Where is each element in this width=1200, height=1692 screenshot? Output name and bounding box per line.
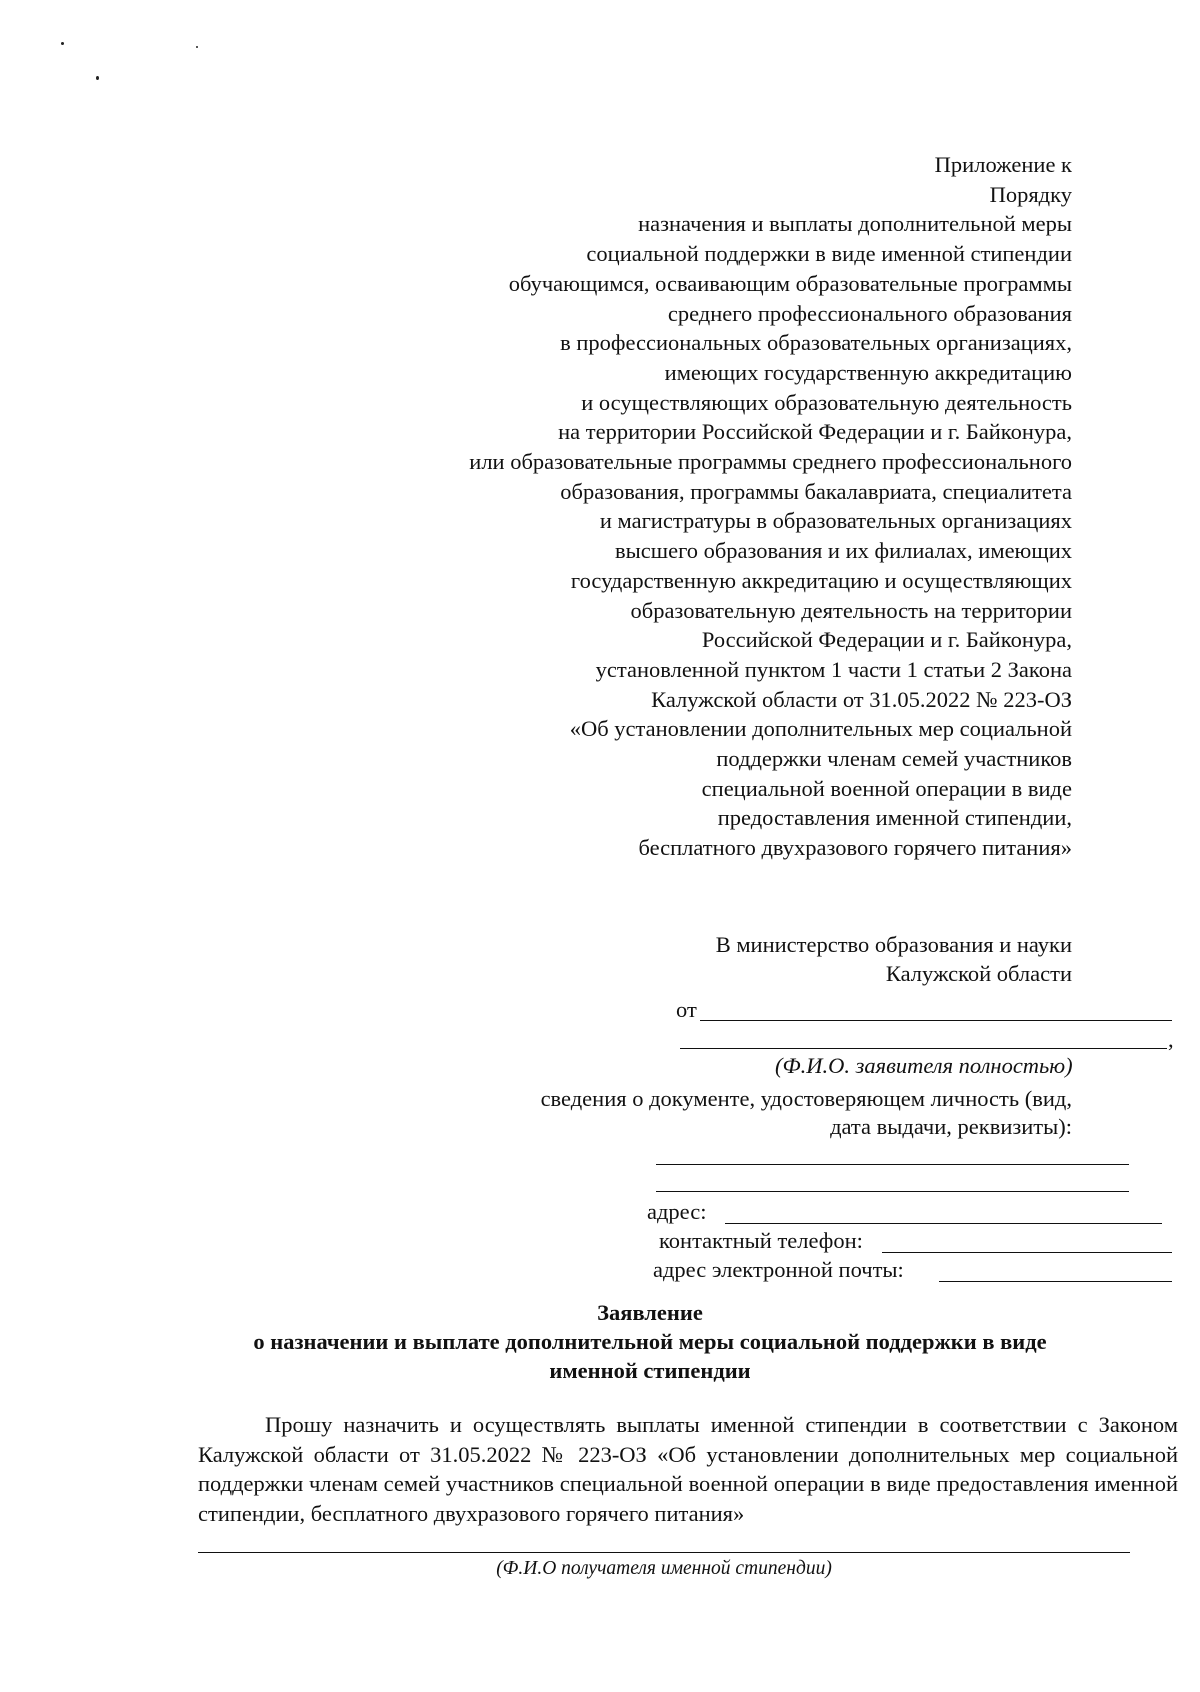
applicant-caption: (Ф.И.О. заявителя полностью)	[775, 1053, 1073, 1078]
appendix-line: образовательную деятельность на территории	[630, 597, 1072, 623]
id-document-label	[541, 1085, 1072, 1141]
email-field[interactable]	[939, 1281, 1172, 1282]
appendix-header	[352, 150, 1072, 863]
email-label: адрес электронной почты:	[653, 1257, 904, 1282]
phone-label: контактный телефон:	[659, 1228, 863, 1253]
appendix-line: социальной поддержки в виде именной стипендии	[586, 241, 1072, 267]
application-title	[200, 1298, 1100, 1385]
addressee-ministry: В министерство образования и науки	[715, 932, 1072, 957]
appendix-line: на территории Российской Федерации и г. Байконура,	[558, 419, 1072, 445]
applicant-name-field-continued[interactable]	[680, 1048, 1167, 1049]
appendix-line: в профессиональных образовательных организациях,	[560, 330, 1072, 356]
appendix-line: обучающимся, осваивающим образовательные программы	[508, 270, 1072, 296]
applicant-name-comma: ,	[1168, 1027, 1174, 1052]
appendix-line: высшего образования и их филиалах, имеющих	[615, 538, 1072, 564]
scan-speck	[196, 46, 198, 48]
appendix-line: Приложение к	[934, 152, 1072, 177]
appendix-line: Порядку	[989, 181, 1072, 207]
scan-speck	[61, 42, 64, 45]
from-field[interactable]	[700, 1020, 1172, 1021]
appendix-line: государственную аккредитацию и осуществляющих	[570, 567, 1072, 593]
addressee-region: Калужской области	[885, 961, 1072, 986]
appendix-line: имеющих государственную аккредитацию	[664, 359, 1072, 385]
appendix-line: установленной пунктом 1 части 1 статьи 2 Закона	[595, 656, 1072, 682]
appendix-line: поддержки членам семей участников	[716, 746, 1072, 772]
phone-field[interactable]	[882, 1252, 1172, 1253]
appendix-line: образования, программы бакалавриата, специалитета	[560, 478, 1072, 504]
recipient-caption: (Ф.И.О получателя именной стипендии)	[496, 1558, 832, 1579]
appendix-line: назначения и выплаты дополнительной меры	[638, 211, 1072, 237]
application-body: Прошу назначить и осуществлять выплаты именной стипендии в соответствии с Законом Калужской области от 31.05.2022 № 223-ОЗ «Об установлении дополнительных мер социальной поддержки членам семей участников специальной военной операции в виде предоставления именной стипендии, бесплатного двухразового горячего питания»	[198, 1412, 1178, 1526]
appendix-line: предоставления именной стипендии,	[717, 805, 1072, 831]
application-title-main: Заявление	[597, 1300, 703, 1325]
application-title-subtitle-end: именной стипендии	[549, 1358, 751, 1383]
application-title-subtitle: о назначении и выплате дополнительной меры социальной поддержки в виде	[253, 1329, 1047, 1354]
appendix-line: или образовательные программы среднего профессионального	[469, 449, 1072, 475]
id-document-field-1[interactable]	[656, 1164, 1129, 1165]
addressee-block	[552, 930, 1072, 988]
recipient-name-field[interactable]	[198, 1552, 1130, 1553]
appendix-line: бесплатного двухразового горячего питания»	[638, 835, 1072, 861]
from-label: от	[676, 997, 697, 1022]
id-document-label-line2: дата выдачи, реквизиты):	[830, 1114, 1072, 1139]
appendix-line: и осуществляющих образовательную деятельность	[581, 389, 1072, 415]
appendix-line: Калужской области от 31.05.2022 № 223-ОЗ	[651, 686, 1072, 712]
id-document-label-line1: сведения о документе, удостоверяющем личность (вид,	[540, 1086, 1072, 1111]
appendix-line: и магистратуры в образовательных организациях	[599, 508, 1072, 534]
appendix-line: Российской Федерации и г. Байконура,	[701, 627, 1072, 653]
address-field[interactable]	[725, 1223, 1162, 1224]
appendix-line: «Об установлении дополнительных мер социальной	[569, 716, 1072, 742]
address-label: адрес:	[647, 1199, 707, 1224]
appendix-line: специальной военной операции в виде	[701, 775, 1072, 801]
appendix-line: среднего профессионального образования	[667, 300, 1072, 326]
scan-speck	[96, 76, 99, 80]
id-document-field-2[interactable]	[656, 1191, 1129, 1192]
